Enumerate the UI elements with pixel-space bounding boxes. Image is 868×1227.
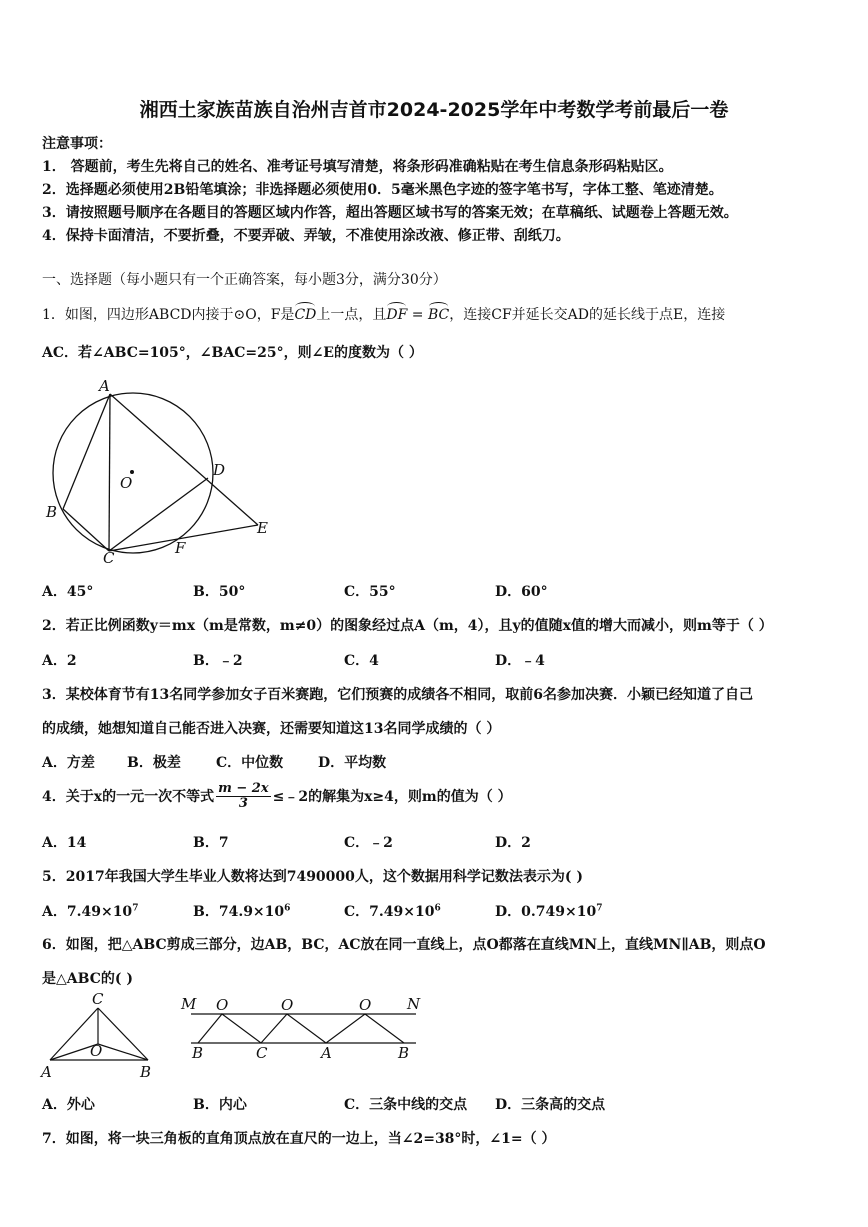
notice-item-1: 1． 答题前，考生先将自己的姓名、准考证号填写清楚，将条形码准确粘贴在考生信息条形码粘贴区。 (42, 159, 673, 175)
label-b: B (46, 503, 58, 521)
q3-option-d: D．平均数 (318, 755, 387, 771)
q1-option-c: C．55° (344, 584, 396, 600)
label-c: C (103, 549, 115, 565)
fig1-label-c: C (92, 990, 104, 1008)
fig2-label-a: A (321, 1044, 332, 1062)
q2-option-d: D．﹣4 (495, 653, 545, 669)
q1-line-2: AC．若∠ABC=105°，∠BAC=25°，则∠E的度数为（ ） (42, 345, 423, 361)
q6-option-d: D．三条高的交点 (495, 1097, 606, 1113)
notice-item-4: 4．保持卡面清洁，不要折叠，不要弄破、弄皱，不准使用涂改液、修正带、刮纸刀。 (42, 228, 570, 244)
fig2-label-b2: B (398, 1044, 410, 1062)
fig2-label-o1: O (216, 996, 229, 1014)
q6-option-c: C．三条中线的交点 (344, 1097, 468, 1113)
q6-line-1: 6．如图，把△ABC剪成三部分，边AB，BC，AC放在同一直线上，点O都落在直线MN上，直线MN∥AB，则点O (42, 937, 766, 953)
q4-option-d: D．2 (495, 835, 531, 851)
fig1-label-o: O (90, 1042, 103, 1060)
fig2-label-b1: B (192, 1044, 204, 1062)
q5-option-a: A．$7.49\times 10^7$ (42, 903, 139, 920)
fig2-label-o3: O (359, 996, 372, 1014)
q5-option-b: B．$74.9\times 10^6$ (193, 903, 291, 920)
label-f: F (175, 539, 186, 557)
fig1-label-a: A (41, 1063, 52, 1080)
q6-triangle-figure (36, 990, 166, 1080)
fig2-label-m: M (181, 995, 197, 1013)
q3-option-c: C．中位数 (216, 755, 284, 771)
q4-option-a: A．14 (42, 835, 87, 851)
q2-option-a: A．2 (42, 653, 77, 669)
q5-text: 5．2017年我国大学生毕业人数将达到7490000人，这个数据用科学记数法表示为( ) (42, 869, 584, 885)
q3-line-1: 3．某校体育节有13名同学参加女子百米赛跑，它们预赛的成绩各不相同，取前6名参加决赛．小颖已经知道了自己 (42, 687, 753, 703)
q1-option-b: B．50° (193, 584, 246, 600)
q2-option-c: C．4 (344, 653, 379, 669)
q7-text: 7．如图，将一块三角板的直角顶点放在直尺的一边上，当∠2=38°时，∠1=（ ） (42, 1131, 556, 1147)
q5-option-d: D．$0.749\times 10^7$ (495, 903, 603, 920)
q4-option-b: B．7 (193, 835, 229, 851)
notice-item-2: 2．选择题必须使用2B铅笔填涂；非选择题必须使用0．5毫米黑色字迹的签字笔书写，字体工整、笔迹清楚。 (42, 182, 723, 198)
label-e: E (257, 519, 268, 537)
q3-line-2: 的成绩，她想知道自己能否进入决赛，还需要知道这13名同学成绩的（ ） (42, 721, 501, 737)
arc-bc: BC (428, 304, 449, 323)
section-heading: 一、选择题（每小题只有一个正确答案，每小题3分，满分30分） (42, 272, 447, 288)
fig2-label-c: C (256, 1044, 268, 1062)
fig2-label-o2: O (281, 996, 294, 1014)
q2-option-b: B．﹣2 (193, 653, 243, 669)
q1-line-1: 1．如图，四边形ABCD内接于⊙O，F是CD上一点，且DF = BC，连接CF并延长交AD的延长线于点E，连接 (42, 304, 725, 324)
notice-item-3: 3．请按照题号顺序在各题目的答题区域内作答，超出答题区域书写的答案无效；在草稿纸、试题卷上答题无效。 (42, 205, 738, 221)
q2-text: 2．若正比例函数y＝mx（m是常数，m≠0）的图象经过点A（m，4），且y的值随x值的增大而减小，则m等于（ ） (42, 618, 773, 634)
label-a: A (99, 377, 110, 395)
q4-option-c: C．﹣2 (344, 835, 393, 851)
q6-option-a: A．外心 (42, 1097, 95, 1113)
q4-fraction: $\frac{m - 2x}{3}$ (218, 781, 269, 812)
notice-heading: 注意事项： (42, 136, 112, 152)
q6-line-2: 是△ABC的( ) (42, 971, 133, 987)
q1-option-d: D．60° (495, 584, 548, 600)
label-d: D (213, 461, 226, 479)
arc-cd: CD (294, 304, 316, 323)
page-title: 湘西土家族苗族自治州吉首市2024-2025学年中考数学考前最后一卷 (139, 99, 729, 121)
q6-line-figure (176, 990, 426, 1065)
q6-option-b: B．内心 (193, 1097, 247, 1113)
q1-circle-figure (40, 375, 280, 565)
q5-option-c: C．$7.49\times 10^6$ (344, 903, 441, 920)
fig1-label-b: B (140, 1063, 152, 1080)
q4-text: 4．关于x的一元一次不等式 $\frac{m - 2x}{3}$ ≤﹣2的解集为x≥4，则m的值为（ ） (42, 781, 512, 812)
q3-option-a: A．方差 (42, 755, 95, 771)
fig2-label-n: N (407, 995, 421, 1013)
label-o: O (120, 474, 133, 492)
q3-option-b: B．极差 (127, 755, 181, 771)
q1-option-a: A．45° (42, 584, 94, 600)
arc-df: DF (386, 304, 407, 323)
